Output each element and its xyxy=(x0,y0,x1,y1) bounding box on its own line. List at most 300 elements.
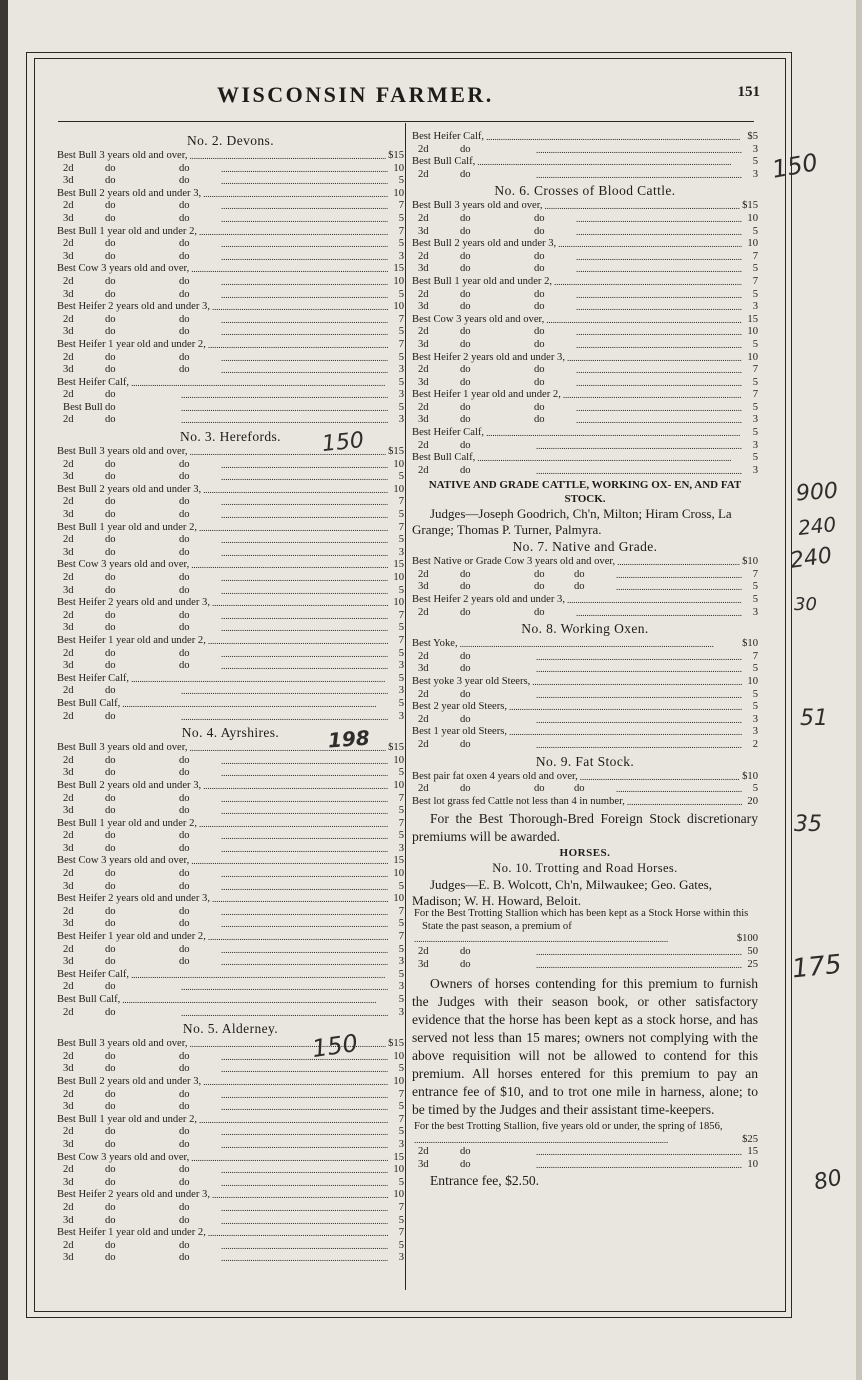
premium-row xyxy=(57,276,404,289)
premium-amount: 5 xyxy=(398,672,404,684)
premium-amount: 20 xyxy=(747,795,758,807)
premium-amount: 7 xyxy=(752,364,758,376)
premium-amount: 3 xyxy=(398,546,404,558)
leader-dots xyxy=(576,289,742,302)
premium-amount: $25 xyxy=(742,1133,758,1145)
premium-label: 2d do do xyxy=(63,1201,190,1213)
premium-amount: 3 xyxy=(398,660,404,672)
premium-row xyxy=(57,893,404,906)
premium-label: 2d do do xyxy=(63,1050,190,1062)
section-heading: No. 8. Working Oxen. xyxy=(521,621,649,637)
premium-amount: 5 xyxy=(398,805,404,817)
premium-row xyxy=(412,377,758,390)
leader-dots xyxy=(221,175,388,188)
handwritten-mark: 175 xyxy=(790,949,844,985)
premium-label: 3d do do xyxy=(63,364,190,376)
premium-amount: 3 xyxy=(398,364,404,376)
premium-label: 3d do xyxy=(418,663,471,675)
premium-row xyxy=(57,755,404,768)
premium-row xyxy=(57,635,404,648)
premium-row xyxy=(57,818,404,831)
premium-row xyxy=(57,843,404,856)
premium-label: 2d do do xyxy=(63,275,190,287)
handwritten-mark: 80 xyxy=(811,1165,845,1196)
leader-dots xyxy=(221,1164,388,1177)
section-heading: No. 6. Crosses of Blood Cattle. xyxy=(494,183,676,199)
premium-row xyxy=(57,855,404,868)
premium-amount: 3 xyxy=(398,981,404,993)
stallion-premium-list xyxy=(412,933,758,971)
leader-dots xyxy=(221,200,388,213)
leader-dots xyxy=(536,714,742,727)
leader-dots xyxy=(221,289,388,302)
leader-dots xyxy=(199,1114,388,1127)
premium-row xyxy=(57,414,404,427)
premium-row xyxy=(412,607,758,620)
leader-dots xyxy=(208,339,388,352)
premium-row xyxy=(57,402,404,415)
premium-label: 3d do do xyxy=(418,263,545,275)
handwritten-mark: 35 xyxy=(794,812,822,837)
premium-label: Best yoke 3 year old Steers, xyxy=(412,676,531,687)
premium-amount: 15 xyxy=(393,855,404,867)
leader-dots xyxy=(212,301,388,314)
premium-label: Best pair fat oxen 4 years old and over, xyxy=(412,770,578,782)
leader-dots xyxy=(617,556,740,569)
premium-label: Best Bull 2 years old and under 3, xyxy=(57,1075,202,1087)
premium-row xyxy=(412,726,758,739)
premium-label: 2d do do do xyxy=(418,568,585,580)
premium-amount: 3 xyxy=(398,956,404,968)
premium-label: 2d do xyxy=(418,1146,471,1158)
premium-label: 3d do do xyxy=(63,509,190,521)
premium-row xyxy=(412,156,758,169)
premium-label: 2d do xyxy=(418,143,471,155)
premium-label: 3d do do xyxy=(418,376,545,388)
leader-dots xyxy=(221,1202,388,1215)
leader-dots xyxy=(576,213,742,226)
leader-dots xyxy=(221,1177,388,1190)
premium-row xyxy=(412,213,758,226)
leader-dots xyxy=(576,414,742,427)
premium-row xyxy=(412,638,758,651)
premium-label: 3d do do xyxy=(63,842,190,854)
premium-label: Best Bull 1 year old and under 2, xyxy=(57,225,198,237)
leader-dots xyxy=(122,994,388,1007)
premium-amount: 7 xyxy=(752,389,758,401)
premium-amount: 3 xyxy=(752,301,758,313)
premium-row xyxy=(412,238,758,251)
premium-row xyxy=(412,689,758,702)
premium-label: 3d do do xyxy=(63,250,190,262)
premium-amount: 7 xyxy=(398,1201,404,1213)
premium-label: 3d do do xyxy=(418,301,545,313)
premium-label: 3d do do xyxy=(63,1101,190,1113)
premium-label: 2d do do xyxy=(63,496,190,508)
leader-dots xyxy=(208,1227,388,1240)
leader-dots xyxy=(536,663,742,676)
premium-amount: 5 xyxy=(752,452,758,464)
premium-row xyxy=(57,685,404,698)
premium-amount: 3 xyxy=(752,143,758,155)
premium-row xyxy=(412,556,758,569)
leader-dots xyxy=(181,402,388,415)
premium-label: Best Native or Grade Cow 3 years old and over, xyxy=(412,556,616,568)
foreign-stock-note: For the Best Thorough-Bred Foreign Stock discretionary premiums will be awarded. xyxy=(412,811,758,845)
premium-amount: 50 xyxy=(747,945,758,957)
premium-row xyxy=(57,1164,404,1177)
premium-label: 2d do xyxy=(63,710,116,722)
premium-amount: 5 xyxy=(398,943,404,955)
leader-dots xyxy=(221,251,388,264)
premium-amount: 10 xyxy=(747,1158,758,1170)
leader-dots xyxy=(221,1215,388,1228)
premium-amount: 5 xyxy=(398,1063,404,1075)
premium-row xyxy=(412,326,758,339)
leader-dots xyxy=(131,377,388,390)
right-column xyxy=(412,131,758,1190)
premium-label: Best Bull 1 year old and under 2, xyxy=(57,817,198,829)
premium-label: 3d do xyxy=(418,1158,471,1170)
leader-dots xyxy=(203,1076,388,1089)
premium-row xyxy=(412,402,758,415)
leader-dots xyxy=(414,1134,740,1147)
premium-amount: 5 xyxy=(398,212,404,224)
leader-dots xyxy=(212,1189,388,1202)
premium-amount: 5 xyxy=(398,1239,404,1251)
premium-row xyxy=(57,364,404,377)
leader-dots xyxy=(576,251,742,264)
premium-label: 3d do do xyxy=(63,1214,190,1226)
owners-paragraph: Owners of horses contending for this premium to furnish the Judges with their season book, or other satisfactory evidence that the horse has been kept as a stock horse, and has served not less than 15 mares; owners not complying with the above requisition will not be allowed to contend for this premium. All horses entered for this premium to pay an entrance fee of $10, and to trot one mile in harness, alone; to be timed by the Judges and their assistant time-keepers. xyxy=(412,976,758,1118)
premium-row xyxy=(412,796,758,809)
premium-label: 3d do do xyxy=(63,1176,190,1188)
premium-row xyxy=(57,389,404,402)
leader-dots xyxy=(221,1139,388,1152)
premium-label: 2d do xyxy=(418,650,471,662)
premium-amount: 7 xyxy=(752,568,758,580)
premium-label: Best Heifer 2 years old and under 3, xyxy=(412,351,565,363)
trotting-five-list xyxy=(412,1134,758,1172)
leader-dots xyxy=(212,893,388,906)
leader-dots xyxy=(221,881,388,894)
premium-amount: 3 xyxy=(752,464,758,476)
judges-horses: Judges—E. B. Wolcott, Ch'n, Milwaukee; Geo. Gates, Madison; W. H. Howard, Beloit. xyxy=(412,877,712,908)
premium-amount: 10 xyxy=(747,351,758,363)
premium-label: 3d do do xyxy=(63,326,190,338)
premium-row xyxy=(57,1202,404,1215)
leader-dots xyxy=(576,364,742,377)
premium-row xyxy=(412,131,758,144)
premium-label: 2d do do xyxy=(418,288,545,300)
section-working-oxen xyxy=(412,620,758,751)
premium-label: Best Heifer 1 year old and under 2, xyxy=(57,931,206,943)
premium-label: Best Bull 3 years old and over, xyxy=(57,1038,188,1050)
leader-dots xyxy=(122,698,388,711)
premium-amount: 10 xyxy=(393,275,404,287)
premium-amount: 10 xyxy=(393,1050,404,1062)
premium-amount: 5 xyxy=(752,401,758,413)
premium-label: 2d do xyxy=(63,414,116,426)
premium-amount: 5 xyxy=(752,427,758,439)
leader-dots xyxy=(191,263,388,276)
premium-amount: 10 xyxy=(747,212,758,224)
premium-label: Best Bull do xyxy=(63,401,116,413)
premium-row xyxy=(412,663,758,676)
premium-label: 2d do do xyxy=(63,1239,190,1251)
leader-dots xyxy=(536,144,742,157)
premium-amount: 10 xyxy=(393,1075,404,1087)
leader-dots xyxy=(532,676,742,689)
premium-amount: 3 xyxy=(398,414,404,426)
premium-row xyxy=(57,1152,404,1165)
premium-row xyxy=(412,933,758,946)
premium-row xyxy=(412,701,758,714)
premium-amount: 5 xyxy=(398,1176,404,1188)
premium-amount: 5 xyxy=(752,581,758,593)
premium-label: 3d do xyxy=(418,958,471,970)
premium-label: 3d do do xyxy=(418,225,545,237)
handwritten-mark: 240 xyxy=(796,512,838,540)
leader-dots xyxy=(208,931,388,944)
premium-amount: 3 xyxy=(398,250,404,262)
premium-label: Best Bull 3 years old and over, xyxy=(57,150,188,161)
leader-dots xyxy=(221,868,388,881)
premium-amount: 5 xyxy=(398,767,404,779)
premium-row xyxy=(412,276,758,289)
premium-row xyxy=(57,805,404,818)
premium-amount: 7 xyxy=(398,817,404,829)
leader-dots xyxy=(203,188,388,201)
leader-dots xyxy=(460,638,740,651)
leader-dots xyxy=(221,622,388,635)
premium-label: 3d do do xyxy=(63,212,190,224)
handwritten-mark: 30 xyxy=(794,594,817,615)
premium-row xyxy=(57,881,404,894)
premium-row xyxy=(57,352,404,365)
premium-row xyxy=(412,594,758,607)
premium-row xyxy=(57,1252,404,1265)
premium-amount: 7 xyxy=(752,250,758,262)
premium-label: 2d do do xyxy=(63,351,190,363)
handwritten-mark: 900 xyxy=(795,478,839,507)
leader-dots xyxy=(221,547,388,560)
premium-label: Best Bull Calf, xyxy=(57,697,121,709)
premium-row xyxy=(57,150,404,163)
leader-dots xyxy=(536,440,742,453)
leader-dots xyxy=(558,238,742,251)
premium-label: Best Bull 3 years old and over, xyxy=(57,742,188,754)
section-heading: No. 3. Herefords. xyxy=(180,429,281,445)
premium-amount: 7 xyxy=(752,650,758,662)
premium-row xyxy=(412,251,758,264)
premium-amount: 5 xyxy=(398,1101,404,1113)
premium-amount: 7 xyxy=(398,200,404,212)
premium-label: 3d do do xyxy=(63,918,190,930)
premium-amount: $15 xyxy=(742,200,758,212)
premium-label: 3d do do xyxy=(418,338,545,350)
premium-label: 2d do xyxy=(63,389,116,401)
premium-amount: 7 xyxy=(398,521,404,533)
premium-amount: 10 xyxy=(747,238,758,250)
premium-label: 2d do xyxy=(418,464,471,476)
premium-label: 3d do do xyxy=(63,175,190,187)
premium-row xyxy=(57,213,404,226)
premium-amount: 10 xyxy=(393,187,404,199)
premium-label: 2d do do xyxy=(63,572,190,583)
left-column xyxy=(57,131,404,1265)
leader-dots xyxy=(221,238,388,251)
premium-amount: 7 xyxy=(398,496,404,508)
premium-label: Best 1 year old Steers, xyxy=(412,726,508,738)
premium-label: Best Heifer 1 year old and under 2, xyxy=(57,634,206,646)
premium-amount: 5 xyxy=(398,326,404,338)
premium-row xyxy=(57,906,404,919)
premium-row xyxy=(412,314,758,327)
leader-dots xyxy=(221,326,388,339)
premium-amount: 3 xyxy=(398,842,404,854)
premium-row xyxy=(412,389,758,402)
premium-amount: 7 xyxy=(398,338,404,350)
premium-row xyxy=(57,994,404,1007)
premium-label: Best Bull 1 year old and under 2, xyxy=(412,275,553,287)
premium-row xyxy=(412,771,758,784)
premium-row xyxy=(57,1139,404,1152)
leader-dots xyxy=(221,509,388,522)
premium-amount: 5 xyxy=(398,238,404,250)
premium-label: 2d do do xyxy=(418,364,545,376)
premium-amount: 7 xyxy=(398,792,404,804)
premium-label: 2d do do xyxy=(63,943,190,955)
leader-dots xyxy=(616,581,742,594)
premium-amount: 3 xyxy=(752,168,758,180)
premium-row xyxy=(57,698,404,711)
premium-amount: 7 xyxy=(398,905,404,917)
leader-dots xyxy=(221,767,388,780)
header-rule xyxy=(58,121,754,122)
premium-amount: 3 xyxy=(752,606,758,618)
premium-row xyxy=(57,251,404,264)
premium-amount: 3 xyxy=(752,439,758,451)
premium-row xyxy=(57,981,404,994)
premium-amount: 7 xyxy=(398,1227,404,1239)
leader-dots xyxy=(536,465,742,478)
premium-amount: 7 xyxy=(398,1088,404,1100)
leader-dots xyxy=(567,352,742,365)
premium-amount: 15 xyxy=(393,1151,404,1163)
premium-amount: 5 xyxy=(398,509,404,521)
premium-row xyxy=(57,509,404,522)
premium-amount: 5 xyxy=(398,584,404,596)
premium-amount: 3 xyxy=(398,1138,404,1150)
premium-row xyxy=(57,610,404,623)
premium-amount: 5 xyxy=(398,918,404,930)
premium-row xyxy=(57,597,404,610)
premium-row xyxy=(57,188,404,201)
premium-label: Best Bull 2 years old and under 3, xyxy=(57,187,202,199)
premium-amount: 5 xyxy=(752,288,758,300)
premium-row xyxy=(412,739,758,752)
premium-amount: 2 xyxy=(752,738,758,750)
section-native-and-grade xyxy=(412,538,758,619)
premium-label: 2d do do xyxy=(63,1164,190,1176)
premium-amount: 5 xyxy=(752,688,758,700)
premium-amount: 5 xyxy=(398,1126,404,1138)
leader-dots xyxy=(181,981,388,994)
premium-label: 2d do do xyxy=(63,534,190,546)
premium-label: Best Heifer 2 years old and under 3, xyxy=(57,1189,210,1201)
leader-dots xyxy=(181,414,388,427)
premium-amount: 5 xyxy=(752,701,758,713)
premium-amount: 10 xyxy=(747,676,758,687)
native-grade-caption: NATIVE AND GRADE CATTLE, WORKING OX- EN, AND FAT STOCK. xyxy=(428,479,742,506)
premium-label: Best Bull 2 years old and under 3, xyxy=(57,779,202,791)
leader-dots xyxy=(576,263,742,276)
premium-label: Best 2 year old Steers, xyxy=(412,701,508,713)
handwritten-mark: 51 xyxy=(800,706,828,731)
premium-row xyxy=(412,263,758,276)
premium-label: 3d do do xyxy=(418,414,545,426)
leader-dots xyxy=(554,276,742,289)
premium-label: 3d do do xyxy=(63,767,190,779)
premium-row xyxy=(57,1007,404,1020)
premium-label: Best Heifer 1 year old and under 2, xyxy=(57,1227,206,1239)
premium-row xyxy=(57,1114,404,1127)
premium-row xyxy=(412,1134,758,1147)
premium-amount: 5 xyxy=(752,663,758,675)
premium-amount: 3 xyxy=(398,685,404,697)
premium-amount: 5 xyxy=(398,622,404,634)
leader-dots xyxy=(627,796,742,809)
premium-row xyxy=(57,547,404,560)
premium-label: 3d do do xyxy=(63,1063,190,1075)
premium-label: 3d do do xyxy=(63,288,190,300)
premium-row xyxy=(57,339,404,352)
premium-label: Best Heifer 2 years old and under 3, xyxy=(57,893,210,905)
leader-dots xyxy=(181,1007,388,1020)
leader-dots xyxy=(486,131,742,144)
premium-amount: $15 xyxy=(388,742,404,754)
premium-label: Best Bull 3 years old and over, xyxy=(57,446,188,458)
leader-dots xyxy=(181,711,388,724)
premium-label: Best Cow 3 years old and over, xyxy=(57,263,190,275)
premium-amount: $10 xyxy=(742,638,758,650)
leader-dots xyxy=(576,326,742,339)
premium-row xyxy=(412,144,758,157)
leader-dots xyxy=(221,793,388,806)
premium-row xyxy=(57,1076,404,1089)
premium-row xyxy=(412,452,758,465)
premium-amount: 5 xyxy=(752,156,758,168)
premium-row xyxy=(57,1215,404,1228)
premium-amount: $15 xyxy=(388,150,404,161)
leader-dots xyxy=(191,855,388,868)
premium-amount: 5 xyxy=(398,880,404,892)
premium-label: 2d do xyxy=(418,738,471,750)
premium-label: Best Heifer 2 years old and under 3, xyxy=(412,594,565,606)
leader-dots xyxy=(221,918,388,931)
section-crosses-of-blood xyxy=(412,182,758,477)
premium-amount: 15 xyxy=(747,313,758,325)
handwritten-mark: 240 xyxy=(788,543,834,574)
premium-amount: 3 xyxy=(398,389,404,401)
premium-label: Best Bull 1 year old and under 2, xyxy=(57,521,198,533)
premium-label: Best Heifer 1 year old and under 2, xyxy=(57,338,206,350)
leader-dots xyxy=(576,226,742,239)
premium-label: Best Heifer Calf, xyxy=(57,672,130,684)
leader-dots xyxy=(221,755,388,768)
premium-label: 2d do xyxy=(63,685,116,697)
